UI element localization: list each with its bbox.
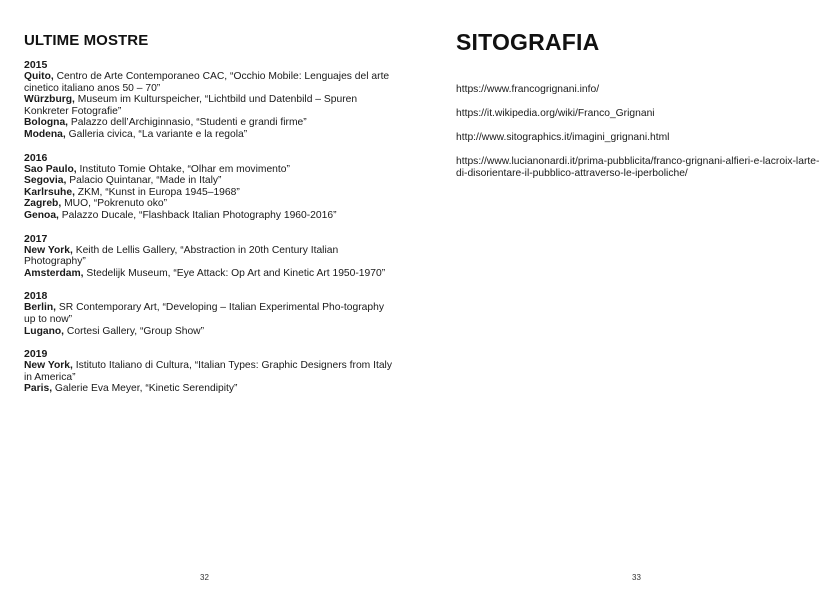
exhibition-city: Amsterdam, [24,267,84,279]
year-label: 2015 [24,59,48,71]
page-title: SITOGRAFIA [456,29,600,55]
exhibition-details: Keith de Lellis Gallery, “Abstraction in 20th Century Italian Photography” [24,244,339,268]
exhibition-details: SR Contemporary Art, “Developing – Italian Experimental Pho-tography up to now” [24,302,384,325]
exhibition-entry [24,187,392,199]
year-block-2018 [24,290,392,337]
exhibition-details: Palacio Quintanar, “Made in Italy” [66,175,222,187]
exhibition-details: Galleria civica, “La variante e la regola” [65,128,248,140]
exhibition-entry [24,268,392,280]
exhibition-entry [24,383,392,395]
exhibition-city: Berlin, [24,302,57,314]
sitography-link[interactable]: https://www.francogrignani.info/ [456,84,600,95]
exhibition-city: Lugano, [24,325,65,337]
exhibition-details: ZKM, “Kunst in Europa 1945–1968” [74,186,240,198]
sitography-link[interactable]: https://it.wikipedia.org/wiki/Franco_Grignani [456,108,655,119]
exhibition-city: Sao Paulo, [24,163,77,175]
exhibition-details: Instituto Tomie Ohtake, “Olhar em movimento” [76,163,290,175]
exhibition-city: Quito, [24,71,54,82]
exhibition-city: New York, [24,244,73,256]
exhibition-entry [24,245,392,268]
year-block-2017 [24,233,392,280]
exhibition-entry [24,302,392,325]
exhibition-city: Modena, [24,128,66,140]
exhibition-details: Palazzo Ducale, “Flashback Italian Photography 1960-2016” [58,209,337,221]
page-title: ULTIME MOSTRE [24,32,149,49]
exhibition-city: Zagreb, [24,198,62,210]
exhibition-entry [24,71,392,94]
page-number: 33 [632,573,641,582]
year-block-2016 [24,152,392,222]
exhibition-entry [24,117,392,129]
exhibition-entry [24,210,392,222]
sitography-link[interactable]: https://www.lucianonardi.it/prima-pubblicita/franco-grignani-alfieri-e-lacroix-larte-di-disorientare-il-pubblico-attraverso-le-iperboliche/ [456,156,820,180]
exhibition-details: Cortesi Gallery, “Group Show” [64,325,205,337]
exhibition-entry [24,360,392,383]
exhibition-details: Museum im Kulturspeicher, “Lichtbild und Datenbild – Spuren Konkreter Fotografie” [24,94,358,117]
exhibition-details: Centro de Arte Contemporaneo CAC, “Occhio Mobile: Lenguajes del arte cinetico italiano anos 50 – 70” [24,71,390,94]
sitography-link[interactable]: http://www.sitographics.it/imagini_grignani.html [456,132,670,143]
exhibition-city: Paris, [24,383,53,395]
exhibition-details: Palazzo dell’Archiginnasio, “Studenti e grandi firme” [68,117,307,129]
exhibition-details: Stedelijk Museum, “Eye Attack: Op Art and Kinetic Art 1950-1970” [83,267,386,279]
exhibition-list [24,59,392,406]
page-number: 32 [200,573,209,582]
link-list [456,84,822,193]
exhibition-entry [24,129,392,141]
year-label: 2016 [24,151,48,164]
exhibition-entry [24,326,392,338]
year-block-2015 [24,59,392,141]
year-label: 2019 [24,348,48,361]
exhibition-entry [24,94,392,117]
exhibition-details: Istituto Italiano di Cultura, “Italian Types: Graphic Designers from Italy in America” [24,360,392,383]
exhibition-details: Galerie Eva Meyer, “Kinetic Serendipity” [52,383,238,395]
exhibition-city: Segovia, [24,175,67,187]
year-label: 2018 [24,290,48,303]
exhibition-city: Genoa, [24,209,59,221]
exhibition-entry [24,198,392,210]
right-page [420,0,839,595]
year-block-2019 [24,348,392,395]
exhibition-city: Würzburg, [24,94,75,106]
year-label: 2017 [24,232,48,245]
exhibition-city: Bologna, [24,117,69,129]
exhibition-entry [24,175,392,187]
exhibition-entry [24,164,392,176]
exhibition-city: Karlrsuhe, [24,186,75,198]
exhibition-details: MUO, “Pokrenuto oko” [61,198,168,210]
exhibition-city: New York, [24,360,73,372]
